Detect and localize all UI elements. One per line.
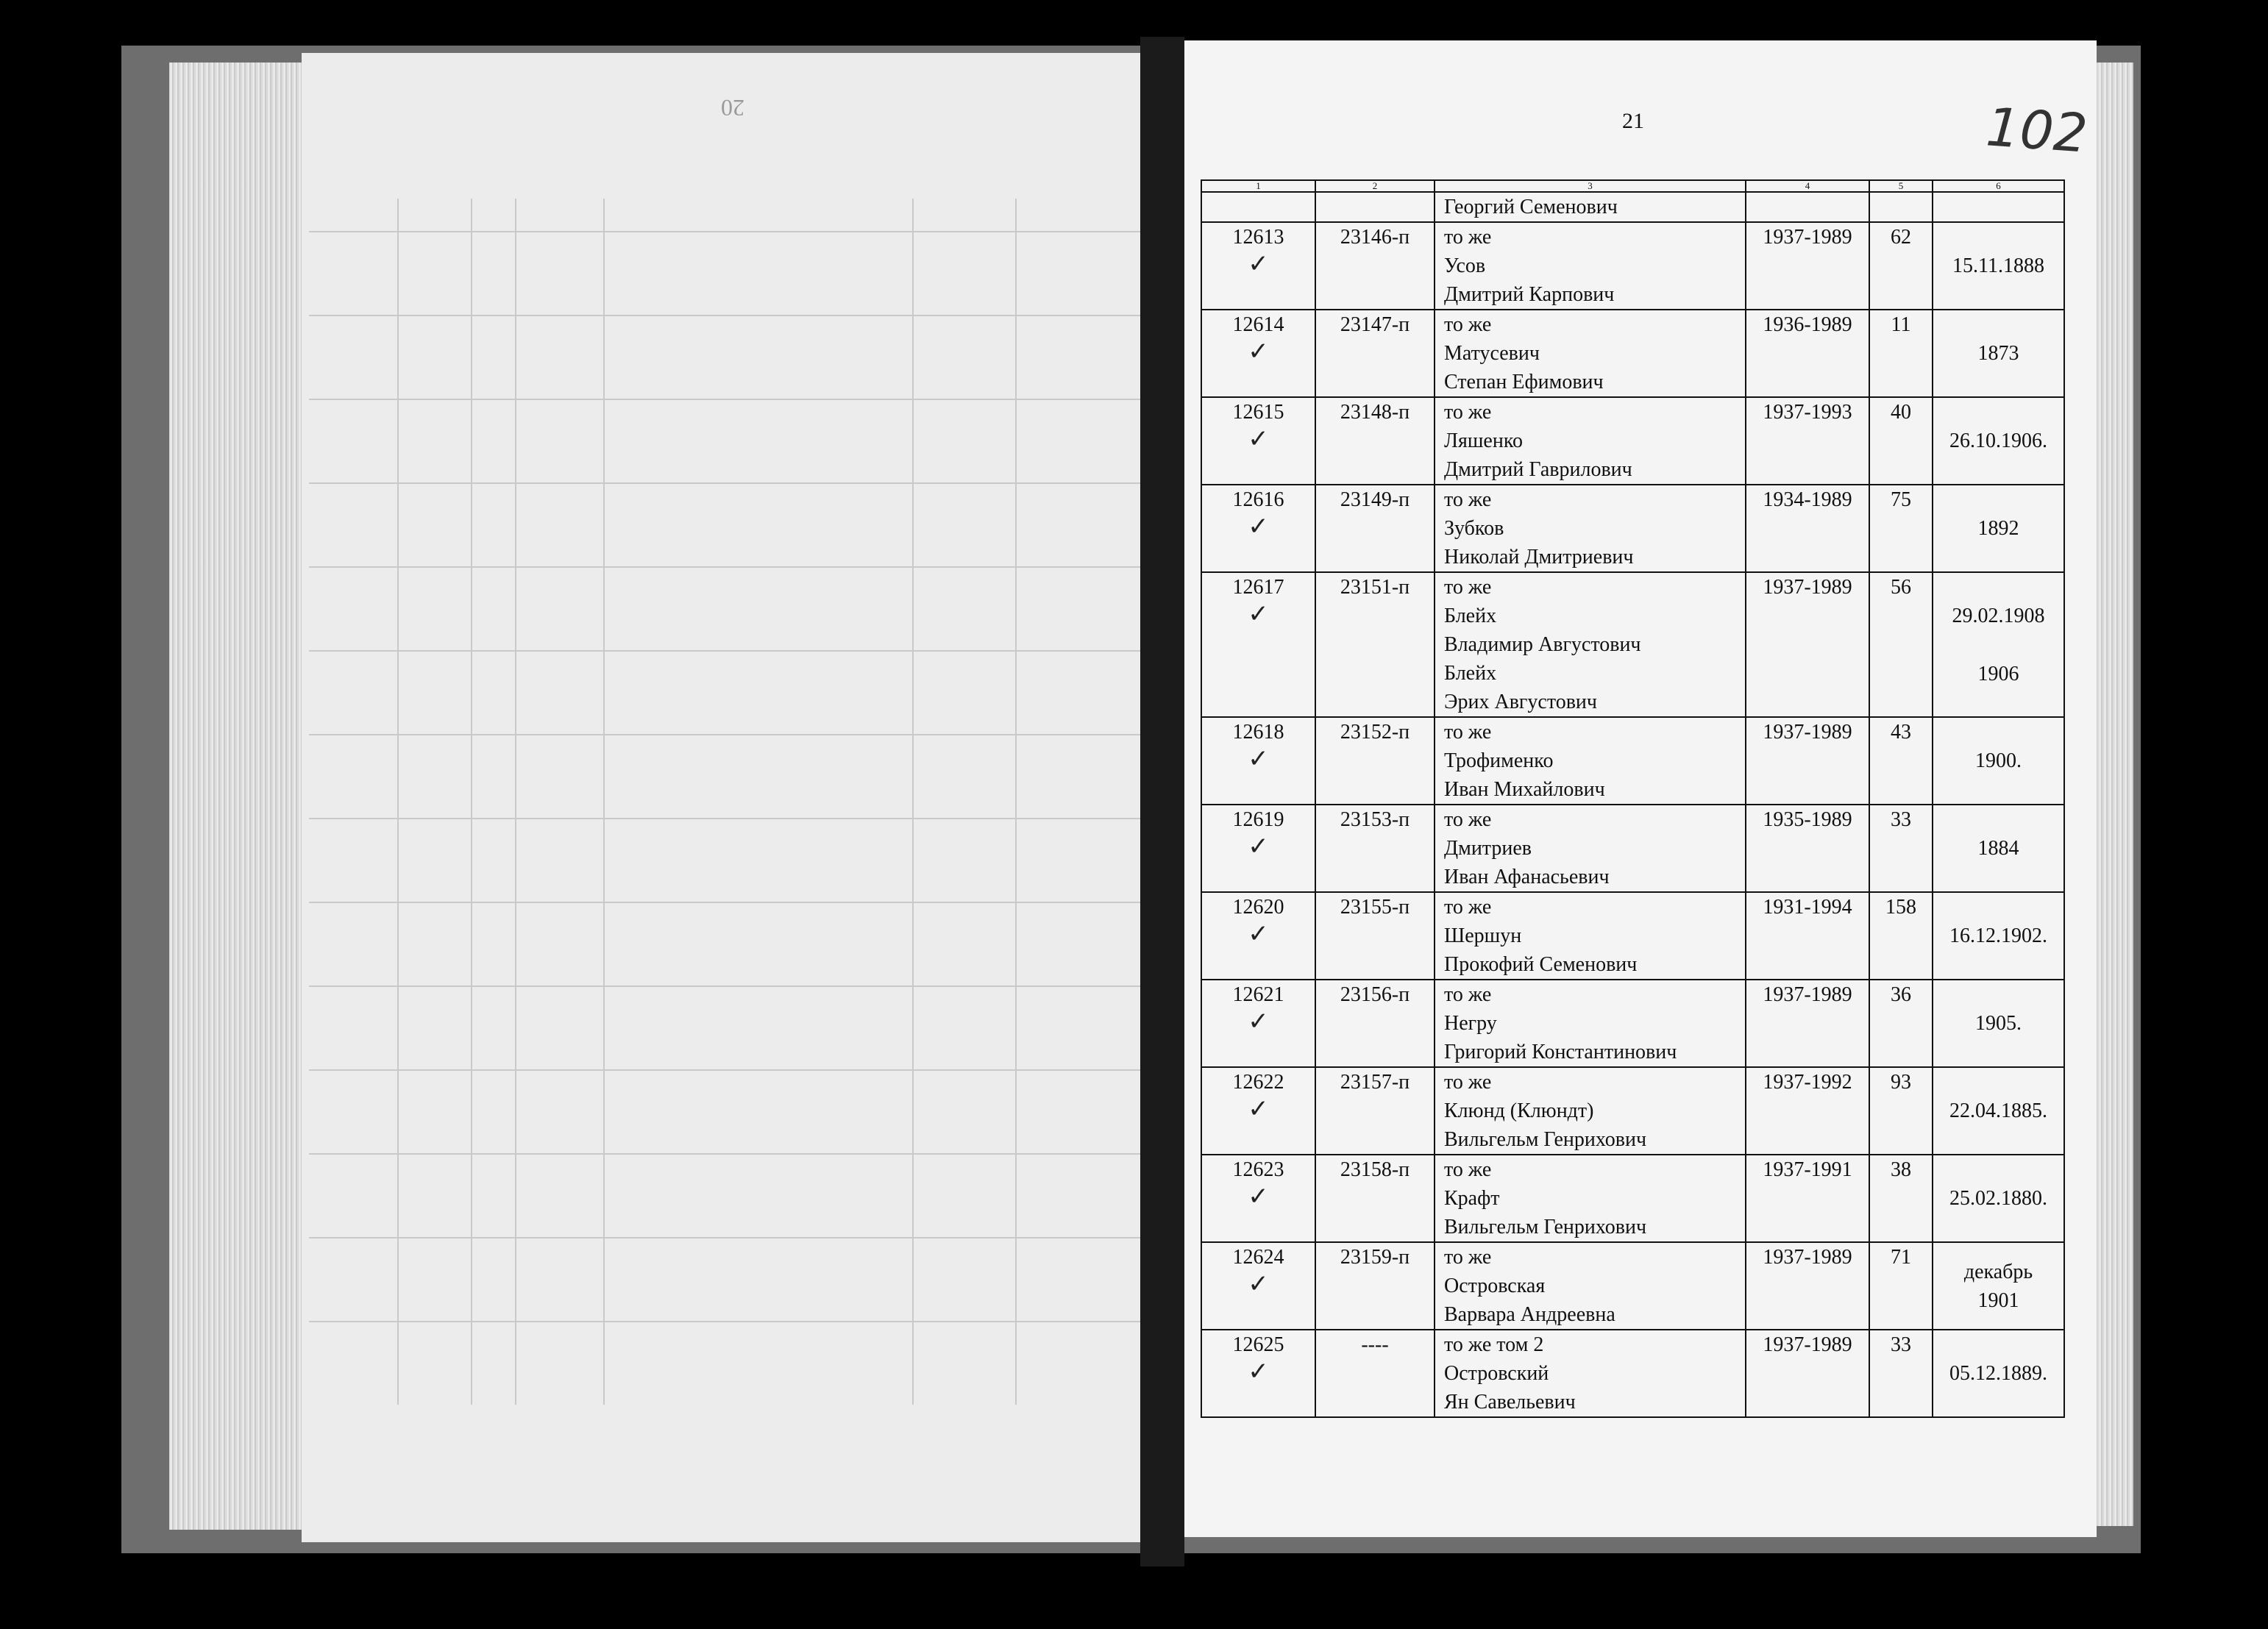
name-line: Усов	[1444, 254, 1486, 277]
years: 1934-1989	[1746, 485, 1869, 572]
record-number-cell	[1201, 310, 1315, 397]
check-mark-icon: ✓	[1248, 599, 1269, 629]
date: 1884	[1977, 837, 2019, 860]
record-number: 12613	[1232, 226, 1284, 249]
name-line: Вильгельм Генрихович	[1444, 1216, 1647, 1238]
case-code: 23146-п	[1315, 222, 1435, 310]
name-line: Крафт	[1444, 1187, 1500, 1210]
left-page-number: 20	[721, 95, 744, 121]
record-number: 12620	[1232, 896, 1284, 919]
name-line: Прокофий Семенович	[1444, 953, 1638, 976]
table-row	[1201, 1330, 2064, 1417]
name-line: то же	[1444, 1071, 1492, 1094]
page-count: 56	[1869, 572, 1933, 717]
table-row	[1201, 892, 2064, 980]
dates-cell	[1933, 717, 2064, 805]
name-cell	[1435, 572, 1746, 717]
page-count: 158	[1869, 892, 1933, 980]
case-code: 23148-п	[1315, 397, 1435, 485]
date: 16.12.1902.	[1949, 924, 2047, 947]
date: 29.02.1908	[1952, 604, 2045, 627]
page-count: 40	[1869, 397, 1933, 485]
record-number-cell	[1201, 1067, 1315, 1155]
check-mark-icon: ✓	[1248, 919, 1269, 949]
page-count: 75	[1869, 485, 1933, 572]
record-number-cell	[1201, 1242, 1315, 1330]
table-row	[1201, 980, 2064, 1067]
name-cell	[1435, 310, 1746, 397]
record-number: 12624	[1232, 1246, 1284, 1269]
name-line: Степан Ефимович	[1444, 371, 1604, 393]
check-mark-icon: ✓	[1248, 337, 1269, 366]
years: 1937-1993	[1746, 397, 1869, 485]
page-count: 33	[1869, 1330, 1933, 1417]
name-line: Матусевич	[1444, 342, 1540, 365]
name-line: Владимир Августович	[1444, 633, 1641, 656]
date: 05.12.1889.	[1949, 1362, 2047, 1385]
check-mark-icon: ✓	[1248, 249, 1269, 279]
page-count: 93	[1869, 1067, 1933, 1155]
page-count: 62	[1869, 222, 1933, 310]
dates-cell	[1933, 485, 2064, 572]
case-code: 23155-п	[1315, 892, 1435, 980]
name-line: то же	[1444, 721, 1492, 744]
table-row	[1201, 572, 2064, 717]
name-cell	[1435, 1155, 1746, 1242]
record-number: 12618	[1232, 721, 1284, 744]
years: 1937-1989	[1746, 1330, 1869, 1417]
date: 1873	[1977, 342, 2019, 365]
record-number-cell	[1201, 572, 1315, 717]
name-line: Ян Савельевич	[1444, 1391, 1576, 1414]
dates-cell	[1933, 222, 2064, 310]
name-cell	[1435, 222, 1746, 310]
date: 15.11.1888	[1952, 254, 2044, 277]
table-row	[1201, 397, 2064, 485]
years: 1937-1989	[1746, 572, 1869, 717]
years: 1937-1989	[1746, 980, 1869, 1067]
date: 1906	[1977, 662, 2019, 685]
column-number: 1	[1201, 180, 1315, 192]
years: 1937-1989	[1746, 222, 1869, 310]
name-line: Дмитриев	[1444, 837, 1532, 860]
table-row	[1201, 1155, 2064, 1242]
years: 1937-1989	[1746, 1242, 1869, 1330]
name-line: Островский	[1444, 1362, 1549, 1385]
name-cell	[1435, 980, 1746, 1067]
name-line: Григорий Константинович	[1444, 1041, 1677, 1063]
check-mark-icon: ✓	[1248, 512, 1269, 541]
column-number: 6	[1933, 180, 2064, 192]
check-mark-icon: ✓	[1248, 1007, 1269, 1036]
record-number: 12617	[1232, 576, 1284, 599]
name-line: Ляшенко	[1444, 429, 1524, 452]
table-row	[1201, 805, 2064, 892]
record-number-cell	[1201, 1155, 1315, 1242]
dates-cell	[1933, 310, 2064, 397]
name-line: Клюнд (Клюндт)	[1444, 1099, 1594, 1122]
case-code: 23147-п	[1315, 310, 1435, 397]
name-line: Варвара Андреевна	[1444, 1303, 1615, 1326]
name-line: Зубков	[1444, 517, 1504, 540]
name-line: Шершун	[1444, 924, 1522, 947]
record-number: 12619	[1232, 808, 1284, 831]
case-code: 23156-п	[1315, 980, 1435, 1067]
case-code: 23151-п	[1315, 572, 1435, 717]
page-count: 11	[1869, 310, 1933, 397]
record-number: 12625	[1232, 1333, 1284, 1356]
case-code: ----	[1315, 1330, 1435, 1417]
check-mark-icon: ✓	[1248, 744, 1269, 774]
dates-cell	[1933, 1242, 2064, 1330]
record-number-cell	[1201, 980, 1315, 1067]
dates-cell	[1933, 1330, 2064, 1417]
page-count: 33	[1869, 805, 1933, 892]
name-line: то же	[1444, 1246, 1492, 1269]
name-cell	[1435, 1330, 1746, 1417]
date: 1905.	[1975, 1012, 2022, 1035]
record-number-cell	[1201, 1330, 1315, 1417]
name-line: Островская	[1444, 1275, 1546, 1297]
name-line: Вильгельм Генрихович	[1444, 1128, 1647, 1151]
name-line: Негру	[1444, 1012, 1497, 1035]
record-number-cell	[1201, 805, 1315, 892]
record-number: 12623	[1232, 1158, 1284, 1181]
handwritten-archive-number: 102	[1984, 96, 2090, 165]
name-cell	[1435, 892, 1746, 980]
table-row	[1201, 310, 2064, 397]
case-code: 23158-п	[1315, 1155, 1435, 1242]
name-line: Трофименко	[1444, 749, 1554, 772]
dates-cell	[1933, 805, 2064, 892]
check-mark-icon: ✓	[1248, 424, 1269, 454]
years: 1931-1994	[1746, 892, 1869, 980]
column-number: 5	[1869, 180, 1933, 192]
record-number: 12622	[1232, 1071, 1284, 1094]
column-number: 2	[1315, 180, 1435, 192]
name-line: Николай Дмитриевич	[1444, 546, 1634, 568]
check-mark-icon: ✓	[1248, 1094, 1269, 1124]
book-gutter	[1140, 37, 1184, 1566]
page-edges-right	[2093, 63, 2133, 1526]
continued-name: Георгий Семенович	[1435, 192, 1746, 222]
page-count: 71	[1869, 1242, 1933, 1330]
name-line: Эрих Августович	[1444, 691, 1597, 713]
dates-cell	[1933, 1067, 2064, 1155]
dates-cell	[1933, 1155, 2064, 1242]
dates-cell	[1933, 892, 2064, 980]
date: 1900.	[1975, 749, 2022, 772]
years: 1935-1989	[1746, 805, 1869, 892]
record-number: 12614	[1232, 313, 1284, 336]
name-cell	[1435, 485, 1746, 572]
name-line: то же	[1444, 401, 1492, 424]
register-table-wrapper	[1201, 179, 2065, 1418]
record-number: 12621	[1232, 983, 1284, 1006]
case-code: 23159-п	[1315, 1242, 1435, 1330]
record-number-cell	[1201, 397, 1315, 485]
continuation-row	[1201, 192, 2064, 222]
record-number: 12615	[1232, 401, 1284, 424]
dates-cell	[1933, 397, 2064, 485]
record-number-cell	[1201, 892, 1315, 980]
name-cell	[1435, 1067, 1746, 1155]
years: 1937-1992	[1746, 1067, 1869, 1155]
name-line: Дмитрий Карпович	[1444, 283, 1615, 306]
page-count: 43	[1869, 717, 1933, 805]
name-line: Блейх	[1444, 662, 1497, 685]
name-line: то же	[1444, 808, 1492, 831]
case-code: 23153-п	[1315, 805, 1435, 892]
date: 1901	[1977, 1288, 2019, 1312]
register-table	[1201, 179, 2065, 1418]
name-line: то же	[1444, 488, 1492, 511]
check-mark-icon: ✓	[1248, 1182, 1269, 1211]
date: 1892	[1977, 517, 2019, 540]
check-mark-icon: ✓	[1248, 832, 1269, 861]
page-count: 36	[1869, 980, 1933, 1067]
record-number: 12616	[1232, 488, 1284, 511]
check-mark-icon: ✓	[1248, 1269, 1269, 1299]
date: 25.02.1880.	[1949, 1187, 2047, 1210]
name-cell	[1435, 1242, 1746, 1330]
record-number-cell	[1201, 485, 1315, 572]
table-row	[1201, 717, 2064, 805]
name-cell	[1435, 805, 1746, 892]
left-page-bleed-through	[309, 199, 1148, 1405]
years: 1937-1991	[1746, 1155, 1869, 1242]
name-line: то же	[1444, 1158, 1492, 1181]
column-number: 4	[1746, 180, 1869, 192]
case-code: 23157-п	[1315, 1067, 1435, 1155]
case-code: 23152-п	[1315, 717, 1435, 805]
name-line: Блейх	[1444, 605, 1497, 627]
column-number-row	[1201, 180, 2064, 192]
record-number-cell	[1201, 222, 1315, 310]
record-number-cell	[1201, 717, 1315, 805]
date: 22.04.1885.	[1949, 1099, 2047, 1122]
name-line: то же	[1444, 896, 1492, 919]
right-page-number: 21	[1622, 109, 1644, 133]
name-cell	[1435, 717, 1746, 805]
name-line: Дмитрий Гаврилович	[1444, 458, 1632, 481]
name-line: Иван Михайлович	[1444, 778, 1605, 801]
name-line: то же	[1444, 226, 1492, 249]
name-line: то же	[1444, 576, 1492, 599]
date: 26.10.1906.	[1949, 429, 2047, 452]
table-row	[1201, 222, 2064, 310]
dates-cell	[1933, 572, 2064, 717]
name-line: то же	[1444, 313, 1492, 336]
dates-cell	[1933, 980, 2064, 1067]
table-row	[1201, 1242, 2064, 1330]
date: декабрь	[1963, 1260, 2033, 1283]
table-row	[1201, 1067, 2064, 1155]
name-cell	[1435, 397, 1746, 485]
name-line: то же	[1444, 983, 1492, 1006]
years: 1937-1989	[1746, 717, 1869, 805]
case-code: 23149-п	[1315, 485, 1435, 572]
check-mark-icon: ✓	[1248, 1357, 1269, 1386]
years: 1936-1989	[1746, 310, 1869, 397]
table-row	[1201, 485, 2064, 572]
name-line: Иван Афанасьевич	[1444, 866, 1610, 888]
page-count: 38	[1869, 1155, 1933, 1242]
name-line: то же том 2	[1444, 1333, 1544, 1356]
column-number: 3	[1435, 180, 1746, 192]
